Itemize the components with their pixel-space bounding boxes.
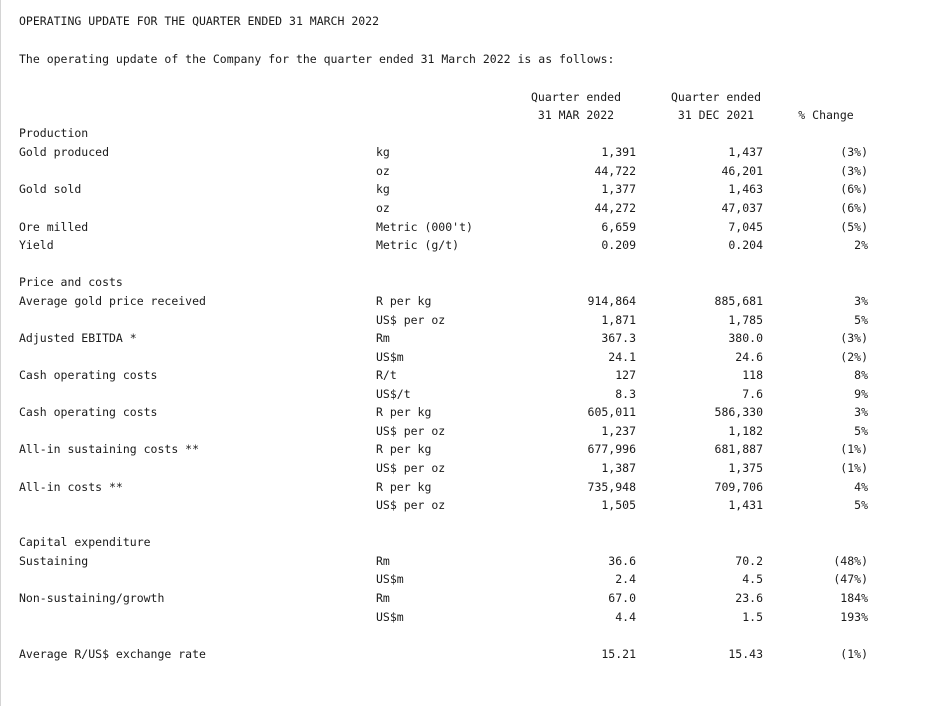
value-q4-2021: 4.5 (742, 572, 763, 586)
value-q1-2022: 6,659 (601, 220, 636, 234)
table-row (1, 440, 927, 458)
row-unit: US$ per oz (376, 424, 446, 438)
table-row (1, 348, 927, 366)
value-q1-2022: 4.4 (615, 610, 636, 624)
row-unit: kg (376, 182, 390, 196)
table-row (1, 385, 927, 403)
table-row (1, 608, 927, 626)
row-unit: R/t (376, 368, 397, 382)
row-unit: R per kg (376, 442, 432, 456)
table-row (1, 273, 927, 291)
value-q1-2022: 0.209 (601, 238, 636, 252)
table-row (1, 533, 927, 551)
table-row (1, 496, 927, 514)
value-q4-2021: 1,463 (728, 182, 763, 196)
value-change: 193% (840, 610, 868, 624)
value-q1-2022: 67.0 (608, 591, 636, 605)
value-q1-2022: 2.4 (615, 572, 636, 586)
value-change: 8% (854, 368, 868, 382)
row-label: Gold produced (19, 145, 110, 159)
row-unit: oz (376, 164, 390, 178)
value-q4-2021: 118 (742, 368, 763, 382)
value-q1-2022: 735,948 (587, 480, 636, 494)
table-row (1, 366, 927, 384)
value-change: (6%) (840, 201, 868, 215)
value-change: (3%) (840, 331, 868, 345)
table-row (1, 422, 927, 440)
column-header-q2-line2: 31 DEC 2021 (677, 108, 755, 122)
row-unit: R per kg (376, 405, 432, 419)
value-q1-2022: 605,011 (587, 405, 636, 419)
table-row (1, 292, 927, 310)
value-change: 5% (854, 313, 868, 327)
value-q4-2021: 24.6 (735, 350, 763, 364)
column-header-q1 (521, 88, 631, 124)
row-label: Gold sold (19, 182, 82, 196)
intro-text: The operating update of the Company for the quarter ended 31 March 2022 is as follows: (19, 52, 615, 66)
row-label: Average gold price received (19, 294, 206, 308)
value-change: 5% (854, 498, 868, 512)
value-q4-2021: 1,375 (728, 461, 763, 475)
value-change: 4% (854, 480, 868, 494)
value-q1-2022: 8.3 (615, 387, 636, 401)
value-q4-2021: 885,681 (714, 294, 763, 308)
value-q1-2022: 914,864 (587, 294, 636, 308)
row-label: Production (19, 126, 89, 140)
value-q4-2021: 23.6 (735, 591, 763, 605)
table-row (1, 589, 927, 607)
value-change: (5%) (840, 220, 868, 234)
value-change: 3% (854, 294, 868, 308)
value-change: (6%) (840, 182, 868, 196)
row-label: Adjusted EBITDA * (19, 331, 137, 345)
row-unit: US$ per oz (376, 461, 446, 475)
row-unit: US$ per oz (376, 498, 446, 512)
value-q1-2022: 1,377 (601, 182, 636, 196)
value-change: 9% (854, 387, 868, 401)
value-q4-2021: 681,887 (714, 442, 763, 456)
table-row (1, 552, 927, 570)
value-change: (1%) (840, 461, 868, 475)
row-label: Yield (19, 238, 54, 252)
value-q4-2021: 7,045 (728, 220, 763, 234)
column-header-q2-line1: Quarter ended (670, 90, 761, 104)
value-change: (3%) (840, 164, 868, 178)
value-q4-2021: 7.6 (742, 387, 763, 401)
table-row (1, 570, 927, 588)
value-q4-2021: 47,037 (721, 201, 763, 215)
row-unit: US$ per oz (376, 313, 446, 327)
table-row (1, 180, 927, 198)
row-label: Price and costs (19, 275, 123, 289)
row-label: Cash operating costs (19, 405, 158, 419)
table-row (1, 143, 927, 161)
table-row (1, 478, 927, 496)
value-change: 5% (854, 424, 868, 438)
table-row (1, 199, 927, 217)
value-change: (3%) (840, 145, 868, 159)
row-label: All-in costs ** (19, 480, 123, 494)
value-q1-2022: 36.6 (608, 554, 636, 568)
value-q1-2022: 44,272 (594, 201, 636, 215)
table-row (1, 329, 927, 347)
value-q1-2022: 367.3 (601, 331, 636, 345)
row-unit: Rm (376, 591, 390, 605)
row-unit: Rm (376, 554, 390, 568)
table-row (1, 218, 927, 236)
value-change: (47%) (833, 572, 868, 586)
value-q4-2021: 1,182 (728, 424, 763, 438)
row-label: Non-sustaining/growth (19, 591, 165, 605)
value-q4-2021: 46,201 (721, 164, 763, 178)
row-unit: US$m (376, 572, 404, 586)
row-unit: oz (376, 201, 390, 215)
table-row (1, 162, 927, 180)
value-change: (1%) (840, 442, 868, 456)
row-unit: R per kg (376, 294, 432, 308)
value-q1-2022: 1,237 (601, 424, 636, 438)
value-q4-2021: 1,431 (728, 498, 763, 512)
column-header-q1-line1: Quarter ended (530, 90, 621, 104)
value-q1-2022: 15.21 (601, 647, 636, 661)
value-q1-2022: 44,722 (594, 164, 636, 178)
row-unit: US$m (376, 610, 404, 624)
value-change: (48%) (833, 554, 868, 568)
row-label: Average R/US$ exchange rate (19, 647, 206, 661)
row-unit: US$m (376, 350, 404, 364)
row-unit: Rm (376, 331, 390, 345)
row-unit: Metric (000't) (376, 220, 473, 234)
table-row (1, 236, 927, 254)
value-q1-2022: 1,391 (601, 145, 636, 159)
value-change: 2% (854, 238, 868, 252)
value-q4-2021: 586,330 (714, 405, 763, 419)
value-q1-2022: 677,996 (587, 442, 636, 456)
value-q4-2021: 1,785 (728, 313, 763, 327)
value-change: (1%) (840, 647, 868, 661)
table-row (1, 311, 927, 329)
value-change: 3% (854, 405, 868, 419)
column-header-q1-line2: 31 MAR 2022 (537, 108, 615, 122)
value-q4-2021: 380.0 (728, 331, 763, 345)
value-q1-2022: 24.1 (608, 350, 636, 364)
row-unit: US$/t (376, 387, 411, 401)
value-q4-2021: 15.43 (728, 647, 763, 661)
value-q1-2022: 1,871 (601, 313, 636, 327)
column-header-change: % Change (798, 108, 854, 122)
row-label: Ore milled (19, 220, 89, 234)
value-change: (2%) (840, 350, 868, 364)
row-label: Sustaining (19, 554, 89, 568)
page-title: OPERATING UPDATE FOR THE QUARTER ENDED 31 MARCH 2022 (19, 14, 380, 28)
table-row (1, 124, 927, 142)
table-row (1, 403, 927, 421)
value-q4-2021: 0.204 (728, 238, 763, 252)
column-header-q2 (661, 88, 771, 124)
row-label: Capital expenditure (19, 535, 151, 549)
table-row (1, 459, 927, 477)
value-q1-2022: 1,505 (601, 498, 636, 512)
value-q1-2022: 1,387 (601, 461, 636, 475)
row-label: Cash operating costs (19, 368, 158, 382)
row-unit: Metric (g/t) (376, 238, 460, 252)
table-row (1, 645, 927, 663)
row-unit: R per kg (376, 480, 432, 494)
row-unit: kg (376, 145, 390, 159)
value-q4-2021: 70.2 (735, 554, 763, 568)
value-q4-2021: 1,437 (728, 145, 763, 159)
value-change: 184% (840, 591, 868, 605)
row-label: All-in sustaining costs ** (19, 442, 200, 456)
value-q1-2022: 127 (615, 368, 636, 382)
value-q4-2021: 709,706 (714, 480, 763, 494)
value-q4-2021: 1.5 (742, 610, 763, 624)
